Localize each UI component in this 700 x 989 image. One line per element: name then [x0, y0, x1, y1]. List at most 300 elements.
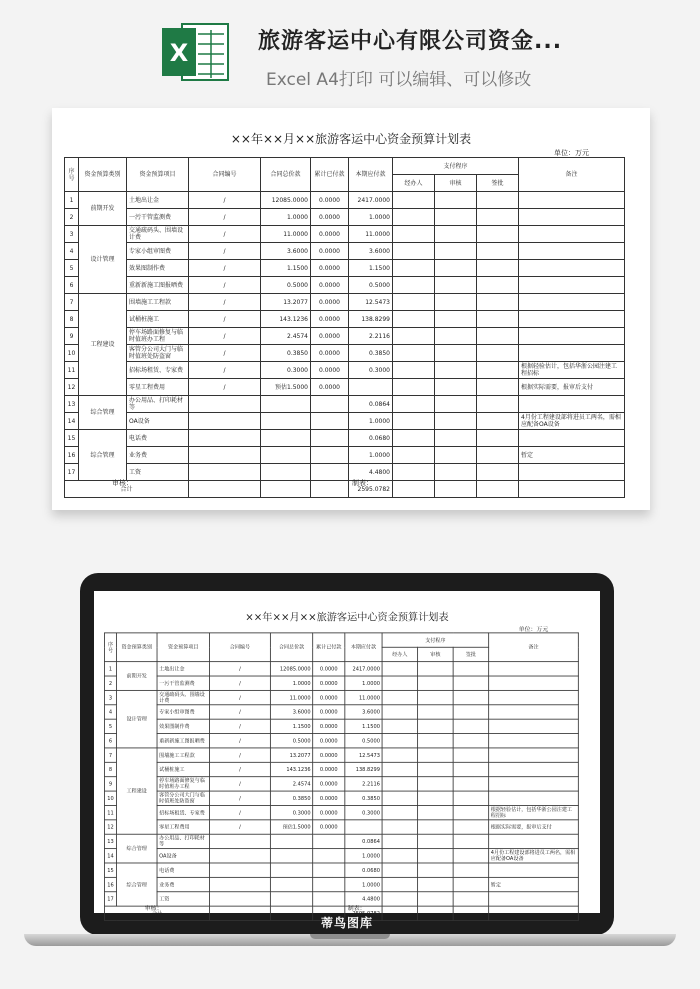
row-due: 3.6000	[345, 705, 382, 719]
row-total: 1.0000	[261, 209, 311, 226]
row-handler	[393, 311, 435, 328]
row-seq: 16	[105, 877, 117, 891]
table-row	[105, 805, 579, 819]
row-remark	[489, 748, 579, 762]
row-paid: 0.0000	[313, 805, 345, 819]
table-row	[105, 877, 579, 891]
row-total: 1.1500	[261, 260, 311, 277]
row-total: 1.0000	[270, 676, 312, 690]
row-sign	[477, 430, 519, 447]
budget-document	[94, 591, 600, 931]
row-paid: 0.0000	[311, 226, 349, 243]
row-paid: 0.0000	[311, 243, 349, 260]
row-total	[261, 430, 311, 447]
row-item: 效果图制作费	[127, 260, 189, 277]
row-sign	[477, 192, 519, 209]
row-contract: /	[189, 294, 261, 311]
row-seq: 1	[105, 662, 117, 676]
row-handler	[393, 379, 435, 396]
row-review	[435, 430, 477, 447]
maker-label: 制表：	[352, 479, 373, 487]
total-label: 合计	[105, 906, 210, 920]
row-due	[349, 379, 393, 396]
unit-label: 单位：万元	[554, 149, 589, 157]
maker-label: 制表：	[347, 904, 366, 912]
row-due: 0.0864	[349, 396, 393, 413]
table-body	[105, 633, 579, 921]
row-due: 2417.0000	[349, 192, 393, 209]
row-seq: 3	[105, 690, 117, 704]
review-label: 审核：	[144, 904, 163, 912]
row-paid: 0.0000	[311, 277, 349, 294]
header-contract: 合同编号	[189, 158, 261, 192]
row-remark	[519, 277, 625, 294]
row-seq: 13	[105, 834, 117, 848]
row-sign	[453, 834, 489, 848]
page-subtitle: Excel A4打印 可以编辑、可以修改	[266, 70, 532, 90]
row-sign	[453, 777, 489, 791]
row-item: 重新新施工图报晒费	[157, 734, 209, 748]
document-title: ××年××月××旅游客运中心资金预算计划表	[230, 132, 472, 146]
row-category: 综合管理	[116, 863, 157, 906]
row-total	[270, 863, 312, 877]
row-seq: 5	[105, 719, 117, 733]
table-row	[105, 734, 579, 748]
row-item: 招标场租赁、专家费	[127, 362, 189, 379]
row-item: 交通疏码头、围墙设计费	[157, 690, 209, 704]
row-contract: /	[209, 662, 270, 676]
row-seq: 2	[105, 676, 117, 690]
row-review	[435, 447, 477, 464]
row-contract: /	[189, 311, 261, 328]
row-remark	[519, 464, 625, 481]
row-seq: 12	[105, 820, 117, 834]
row-remark: 4月份工程建设部将进员工两名，需相应配备OA设备	[519, 413, 625, 430]
row-item: 土地出让金	[157, 662, 209, 676]
row-contract: /	[189, 226, 261, 243]
row-category: 工程建设	[116, 748, 157, 834]
row-total: 3.6000	[261, 243, 311, 260]
row-remark	[519, 430, 625, 447]
row-due: 1.0000	[349, 447, 393, 464]
row-handler	[393, 226, 435, 243]
row-review	[435, 413, 477, 430]
row-contract: /	[209, 676, 270, 690]
table-row	[105, 676, 579, 690]
row-review	[435, 277, 477, 294]
row-handler	[393, 464, 435, 481]
row-review	[418, 805, 454, 819]
row-review	[435, 294, 477, 311]
row-item: 电话费	[127, 430, 189, 447]
row-seq: 16	[65, 447, 79, 464]
row-paid: 0.0000	[311, 362, 349, 379]
row-item: 客管分公司大门与临时值班处防盗窗	[157, 791, 209, 805]
row-contract: /	[189, 260, 261, 277]
row-total: 11.0000	[261, 226, 311, 243]
header-handler: 经办人	[393, 175, 435, 192]
row-item: 电话费	[157, 863, 209, 877]
row-category: 前期开发	[79, 192, 127, 226]
row-sign	[453, 734, 489, 748]
review-label: 审核：	[112, 479, 133, 487]
row-category: 设计管理	[116, 690, 157, 748]
table-row	[65, 362, 625, 379]
row-paid: 0.0000	[311, 311, 349, 328]
row-contract: /	[209, 762, 270, 776]
header-total: 合同总价款	[261, 158, 311, 192]
row-category: 综合管理	[116, 834, 157, 863]
row-paid: 0.0000	[313, 662, 345, 676]
row-item: 专家小组审图费	[127, 243, 189, 260]
header-item: 资金预算项目	[157, 633, 209, 662]
row-category: 综合管理	[79, 396, 127, 430]
row-sign	[477, 447, 519, 464]
row-handler	[382, 734, 418, 748]
row-contract: /	[189, 328, 261, 345]
row-due: 2.2116	[349, 328, 393, 345]
row-contract: /	[209, 748, 270, 762]
doc-slot-laptop	[94, 591, 600, 931]
row-paid: 0.0000	[311, 328, 349, 345]
row-due: 1.1500	[345, 719, 382, 733]
row-item: 业务费	[157, 877, 209, 891]
row-contract	[189, 447, 261, 464]
row-seq: 6	[65, 277, 79, 294]
row-due: 4.4800	[349, 464, 393, 481]
row-review	[418, 690, 454, 704]
row-sign	[453, 676, 489, 690]
row-due: 11.0000	[349, 226, 393, 243]
budget-table	[104, 632, 579, 920]
row-review	[435, 209, 477, 226]
header-due: 本期应付款	[345, 633, 382, 662]
table-row	[105, 849, 579, 863]
table-row	[65, 260, 625, 277]
row-item: 客管分公司大门与临时值班处防盗窗	[127, 345, 189, 362]
table-row	[65, 209, 625, 226]
row-due: 1.0000	[349, 413, 393, 430]
row-paid: 0.0000	[311, 294, 349, 311]
row-category: 前期开发	[116, 662, 157, 691]
row-remark	[519, 311, 625, 328]
row-category: 综合管理	[79, 430, 127, 481]
row-handler	[382, 877, 418, 891]
row-item: 一污干管监测费	[157, 676, 209, 690]
row-review	[418, 748, 454, 762]
row-remark: 暂定	[519, 447, 625, 464]
row-review	[418, 834, 454, 848]
row-item: 业务费	[127, 447, 189, 464]
row-remark	[489, 719, 579, 733]
row-due: 12.5473	[349, 294, 393, 311]
total-sign	[477, 481, 519, 498]
total-paid	[311, 481, 349, 498]
row-item: 交通疏码头、围墙设计费	[127, 226, 189, 243]
row-sign	[477, 328, 519, 345]
row-paid	[311, 413, 349, 430]
row-item: 办公用品、打印耗材等	[157, 834, 209, 848]
row-handler	[382, 762, 418, 776]
row-contract	[189, 464, 261, 481]
row-seq: 15	[65, 430, 79, 447]
row-contract: /	[189, 192, 261, 209]
row-item: 围墙施工工程款	[127, 294, 189, 311]
row-due: 2417.0000	[345, 662, 382, 676]
total-amount	[261, 481, 311, 498]
row-total	[261, 447, 311, 464]
table-row	[105, 834, 579, 848]
row-seq: 11	[105, 805, 117, 819]
row-paid	[311, 430, 349, 447]
row-sign	[453, 705, 489, 719]
row-seq: 4	[105, 705, 117, 719]
row-item: 工资	[157, 892, 209, 906]
row-sign	[477, 209, 519, 226]
row-remark	[489, 791, 579, 805]
row-paid: 0.0000	[313, 791, 345, 805]
row-remark	[489, 734, 579, 748]
row-total: 1.1500	[270, 719, 312, 733]
row-handler	[393, 413, 435, 430]
row-review	[435, 260, 477, 277]
row-item: 零星工程费用	[127, 379, 189, 396]
table-row	[65, 226, 625, 243]
row-paid	[311, 396, 349, 413]
row-contract	[209, 892, 270, 906]
row-remark	[519, 328, 625, 345]
header-total: 合同总价款	[270, 633, 312, 662]
row-review	[418, 863, 454, 877]
row-total	[261, 396, 311, 413]
row-paid: 0.0000	[313, 676, 345, 690]
row-sign	[477, 226, 519, 243]
row-handler	[393, 294, 435, 311]
row-handler	[382, 820, 418, 834]
header-item: 资金预算项目	[127, 158, 189, 192]
table-row	[65, 277, 625, 294]
row-handler	[382, 676, 418, 690]
row-total	[261, 413, 311, 430]
row-sign	[477, 362, 519, 379]
header-seq: 序号	[65, 158, 79, 192]
row-review	[418, 777, 454, 791]
row-seq: 13	[65, 396, 79, 413]
row-item: 土地出让金	[127, 192, 189, 209]
row-paid: 0.0000	[313, 777, 345, 791]
table-row	[105, 719, 579, 733]
row-total: 11.0000	[270, 690, 312, 704]
total-handler	[393, 481, 435, 498]
row-item: 一污干管监测费	[127, 209, 189, 226]
row-seq: 3	[65, 226, 79, 243]
sheet-preview	[52, 108, 650, 510]
row-sign	[477, 345, 519, 362]
row-total	[261, 464, 311, 481]
row-seq: 7	[105, 748, 117, 762]
row-review	[418, 762, 454, 776]
row-review	[435, 379, 477, 396]
row-sign	[453, 690, 489, 704]
table-row	[105, 705, 579, 719]
row-handler	[393, 260, 435, 277]
row-paid: 0.0000	[313, 748, 345, 762]
row-total: 3.6000	[270, 705, 312, 719]
row-remark	[519, 226, 625, 243]
row-handler	[382, 791, 418, 805]
row-sign	[477, 413, 519, 430]
table-row	[65, 447, 625, 464]
row-sign	[453, 762, 489, 776]
row-review	[435, 192, 477, 209]
table-row	[65, 192, 625, 209]
header-sign: 签批	[477, 175, 519, 192]
row-item: 工资	[127, 464, 189, 481]
row-seq: 9	[105, 777, 117, 791]
row-due: 1.0000	[349, 209, 393, 226]
row-handler	[382, 805, 418, 819]
row-remark	[489, 863, 579, 877]
row-handler	[393, 192, 435, 209]
row-remark	[489, 690, 579, 704]
row-remark: 4月份工程建设部将进员工两名，需相应配备OA设备	[489, 849, 579, 863]
row-review	[418, 734, 454, 748]
row-total: 0.3850	[270, 791, 312, 805]
row-handler	[393, 345, 435, 362]
header-seq: 序号	[105, 633, 117, 662]
row-total: 13.2077	[261, 294, 311, 311]
budget-table	[64, 157, 625, 498]
row-contract: /	[209, 820, 270, 834]
row-sign	[453, 662, 489, 676]
row-review	[435, 311, 477, 328]
row-paid: 0.0000	[313, 820, 345, 834]
row-sign	[453, 791, 489, 805]
row-total: 143.1236	[270, 762, 312, 776]
unit-label: 单位：万元	[518, 625, 549, 633]
row-total: 2.4574	[270, 777, 312, 791]
row-total	[270, 849, 312, 863]
row-remark	[519, 260, 625, 277]
table-row	[105, 820, 579, 834]
row-handler	[382, 719, 418, 733]
row-seq: 14	[105, 849, 117, 863]
row-review	[435, 396, 477, 413]
row-contract	[209, 834, 270, 848]
row-handler	[382, 705, 418, 719]
row-sign	[477, 243, 519, 260]
row-sign	[453, 805, 489, 819]
row-item: 零星工程费用	[157, 820, 209, 834]
row-due: 0.3850	[345, 791, 382, 805]
row-handler	[393, 328, 435, 345]
row-total: 0.3000	[270, 805, 312, 819]
row-sign	[453, 748, 489, 762]
laptop-screen	[94, 591, 600, 917]
header-sign: 签批	[453, 647, 489, 661]
row-seq: 10	[65, 345, 79, 362]
doc-slot	[52, 108, 650, 510]
row-handler	[382, 849, 418, 863]
row-due: 0.0680	[345, 863, 382, 877]
excel-letter: X	[169, 39, 189, 67]
row-remark	[519, 243, 625, 260]
page-title: 旅游客运中心有限公司资金...	[258, 29, 563, 54]
row-remark	[489, 676, 579, 690]
header-approval: 支付程序	[393, 158, 519, 175]
table-row	[65, 430, 625, 447]
row-review	[418, 676, 454, 690]
row-paid: 0.0000	[311, 345, 349, 362]
brand-label: 蒂鸟图库	[320, 916, 373, 930]
row-total: 0.5000	[270, 734, 312, 748]
row-handler	[393, 430, 435, 447]
row-item: 试桶桩施工	[157, 762, 209, 776]
row-paid	[311, 464, 349, 481]
row-seq: 8	[105, 762, 117, 776]
row-total: 12085.0000	[270, 662, 312, 676]
row-review	[435, 345, 477, 362]
row-item: 招标场租赁、专家费	[157, 805, 209, 819]
row-review	[418, 892, 454, 906]
table-row	[65, 345, 625, 362]
total-remark	[519, 481, 625, 498]
row-paid: 0.0000	[313, 734, 345, 748]
row-contract	[189, 396, 261, 413]
row-total: 0.5000	[261, 277, 311, 294]
row-review	[418, 849, 454, 863]
row-paid	[313, 863, 345, 877]
row-paid: 0.0000	[311, 260, 349, 277]
row-contract: /	[209, 705, 270, 719]
table-row	[65, 243, 625, 260]
row-seq: 10	[105, 791, 117, 805]
row-sign	[477, 260, 519, 277]
row-seq: 15	[105, 863, 117, 877]
row-seq: 9	[65, 328, 79, 345]
table-row	[65, 464, 625, 481]
total-row	[65, 481, 625, 498]
header-remark: 备注	[489, 633, 579, 662]
row-sign	[453, 849, 489, 863]
row-handler	[382, 690, 418, 704]
row-total: 0.3850	[261, 345, 311, 362]
row-handler	[382, 748, 418, 762]
row-review	[418, 662, 454, 676]
row-remark	[489, 662, 579, 676]
row-due: 0.5000	[349, 277, 393, 294]
row-contract: /	[209, 805, 270, 819]
table-row	[105, 748, 579, 762]
row-handler	[382, 863, 418, 877]
header-review: 审核	[435, 175, 477, 192]
row-contract: /	[189, 243, 261, 260]
budget-document	[52, 108, 650, 510]
row-due: 138.8299	[345, 762, 382, 776]
row-review	[418, 877, 454, 891]
row-due: 1.0000	[345, 877, 382, 891]
row-paid: 0.0000	[313, 719, 345, 733]
row-remark: 根据实际需要，报审后支付	[489, 820, 579, 834]
row-item: 办公用品、打印耗材等	[127, 396, 189, 413]
row-seq: 1	[65, 192, 79, 209]
row-remark	[489, 777, 579, 791]
row-remark	[489, 762, 579, 776]
row-handler	[382, 834, 418, 848]
header-contract: 合同编号	[209, 633, 270, 662]
row-seq: 6	[105, 734, 117, 748]
row-sign	[477, 379, 519, 396]
